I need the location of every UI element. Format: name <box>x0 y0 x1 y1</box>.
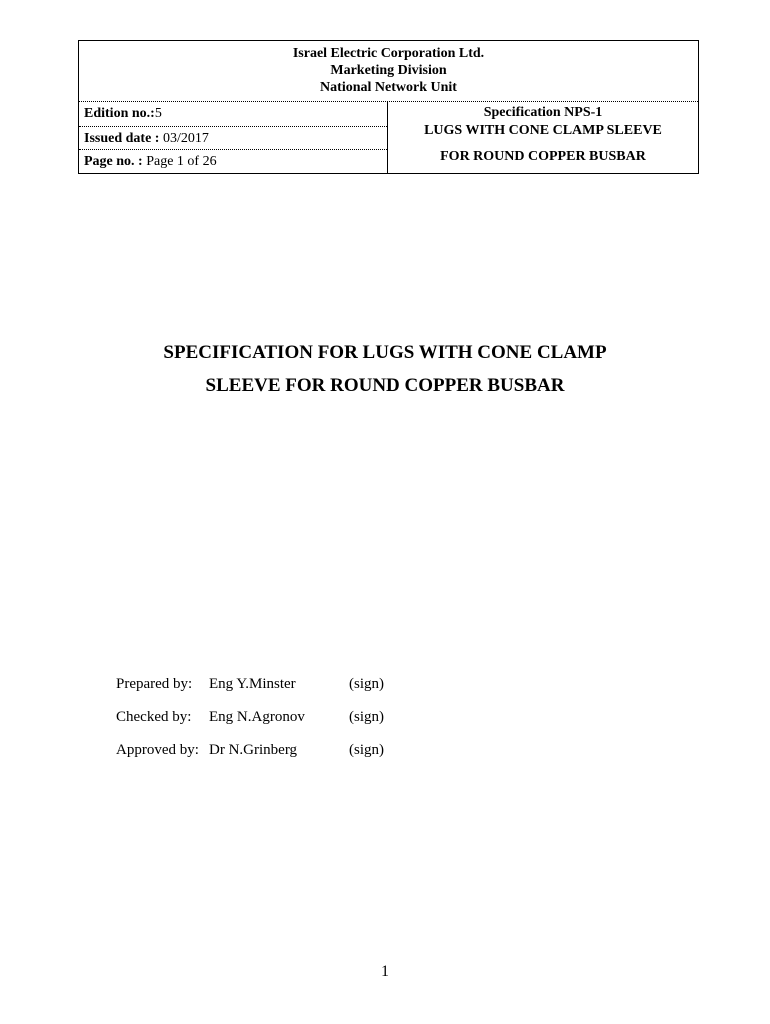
edition-value: 5 <box>154 106 162 121</box>
specification-id: Specification NPS-1 <box>483 105 603 120</box>
signature-mark: (sign) <box>349 709 384 725</box>
division-name: Marketing Division <box>330 63 447 78</box>
document-title-line-1: SPECIFICATION FOR LUGS WITH CONE CLAMP <box>163 342 607 363</box>
signature-role: Checked by: <box>116 709 192 725</box>
specification-line-1: LUGS WITH CONE CLAMP SLEEVE <box>424 123 662 138</box>
signature-role: Approved by: <box>116 742 199 758</box>
signature-mark: (sign) <box>349 676 384 692</box>
issued-date-label: Issued date : <box>84 131 163 146</box>
specification-line-2: FOR ROUND COPPER BUSBAR <box>440 149 646 164</box>
issued-date-value: 03/2017 <box>162 131 209 146</box>
page-number-cell <box>79 150 387 173</box>
signature-name: Eng N.Agronov <box>209 709 305 725</box>
page-label: Page no. : <box>84 154 147 169</box>
organization-name: Israel Electric Corporation Ltd. <box>292 46 485 61</box>
signature-mark: (sign) <box>349 742 384 758</box>
specification-cell <box>388 101 698 173</box>
page-number: 1 <box>381 963 389 980</box>
signature-name: Dr N.Grinberg <box>209 742 298 758</box>
document-header-table <box>78 40 699 174</box>
unit-name: National Network Unit <box>320 80 457 95</box>
signature-role: Prepared by: <box>116 676 193 692</box>
issued-date-cell <box>79 127 387 150</box>
signature-name: Eng Y.Minster <box>209 676 296 692</box>
edition-cell <box>79 102 387 125</box>
organization-block <box>79 41 698 101</box>
document-title-line-2: SLEEVE FOR ROUND COPPER BUSBAR <box>205 375 565 396</box>
edition-label: Edition no.: <box>84 106 155 121</box>
page-value: Page 1 of 26 <box>146 154 217 169</box>
